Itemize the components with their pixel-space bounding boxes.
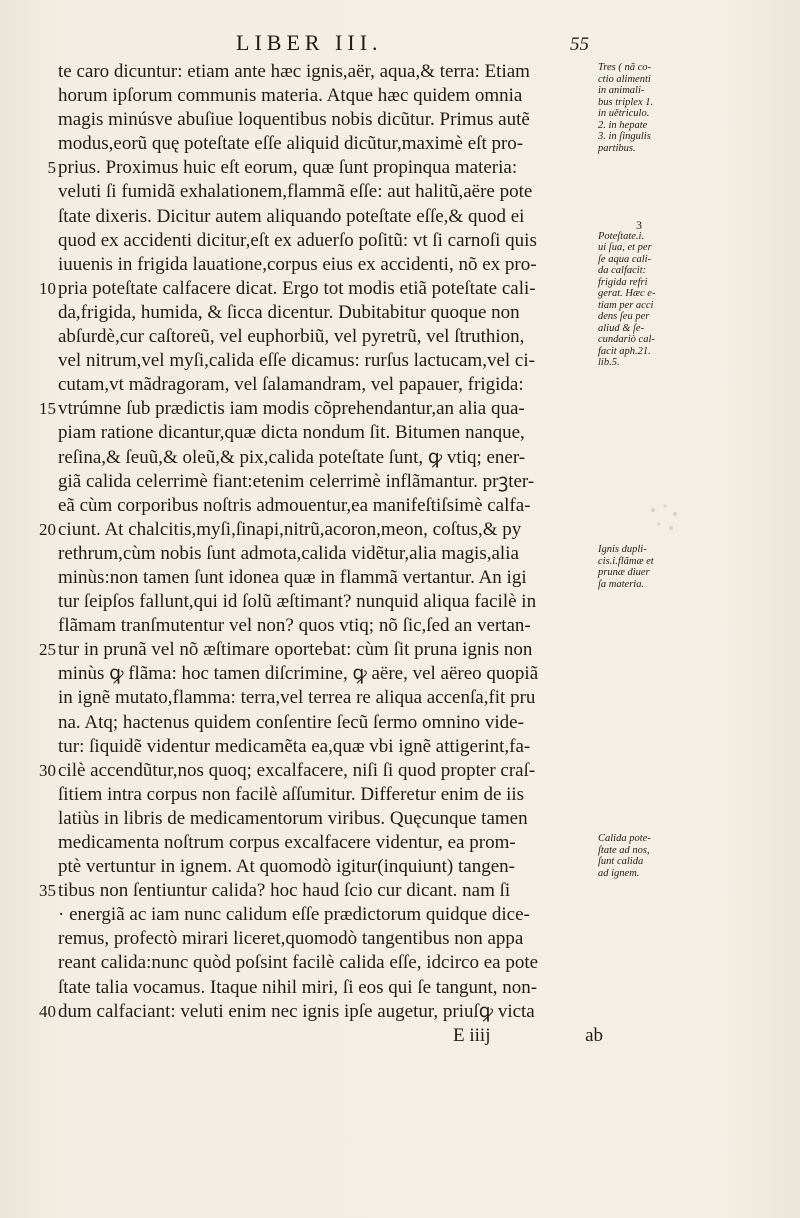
text-line bbox=[58, 951, 603, 975]
line-text: horum ipſorum communis materia. Atque hæc quidem omnia bbox=[58, 85, 523, 107]
page-number: 55 bbox=[570, 34, 589, 55]
text-line bbox=[58, 494, 603, 518]
line-text: giã calida celerrimè fiant:etenim celerrimè inflãmantur. prꝫter- bbox=[58, 470, 535, 492]
text-line bbox=[58, 229, 603, 253]
line-text: eã cùm corporibus noſtris admouentur,ea manifeſtiſsimè calfa- bbox=[58, 494, 531, 516]
text-line bbox=[39, 638, 603, 662]
text-line bbox=[47, 156, 603, 180]
text-line bbox=[58, 855, 603, 879]
text-line bbox=[58, 542, 603, 566]
line-text: minùs:non tamen ſunt idonea quæ in flammã vertantur. An igi bbox=[58, 566, 527, 588]
text-line bbox=[58, 662, 603, 686]
margin-number: 3 bbox=[636, 218, 642, 232]
margin-note-line: partibus. bbox=[598, 142, 636, 154]
line-text: tibus non ſentiuntur calida? hoc haud ſcio cur dicant. nam ſi bbox=[58, 880, 511, 902]
margin-note-line: cis.i.flãmæ et bbox=[598, 555, 654, 567]
line-text: magis minúsve abuſiue loquentibus nobis dicũtur. Primus autẽ bbox=[58, 109, 530, 131]
line-text: latiùs in libris de medicamentorum viribus. Quęcunque tamen bbox=[58, 807, 528, 829]
line-text: prius. Proximus huic eſt eorum, quæ ſunt propinqua materia: bbox=[58, 157, 518, 179]
line-number: 10 bbox=[39, 278, 56, 298]
line-text: ſtate dixeris. Dicitur autem aliquando poteſtate eſſe,& quod ei bbox=[58, 205, 525, 227]
margin-note-line: 3. in ſingulis bbox=[598, 131, 651, 142]
running-head bbox=[0, 30, 800, 60]
line-text: vel nitrum,vel myſi,calida eſſe dicamus: rurſus lactucam,vel ci- bbox=[58, 350, 535, 372]
line-text: na. Atq; hactenus quidem conſentire ſecũ ſermo omnino vide- bbox=[58, 711, 524, 733]
line-number: 35 bbox=[39, 881, 56, 901]
text-line bbox=[39, 518, 603, 542]
text-line bbox=[58, 349, 603, 373]
text-line bbox=[39, 879, 603, 903]
text-line bbox=[58, 470, 603, 494]
running-title: LIBER III. bbox=[236, 30, 383, 55]
line-text: da,frigida, humida, & ſicca dicentur. Dubitabitur quoque non bbox=[58, 301, 520, 323]
line-text: cutam,vt mãdragoram, vel ſalamandram, vel papauer, frigida: bbox=[58, 374, 524, 396]
text-line bbox=[39, 277, 603, 301]
text-line bbox=[58, 421, 603, 445]
line-text: piam ratione dicantur,quæ dicta nondum ſit. Bitumen nanque, bbox=[58, 422, 525, 444]
margin-note-line: Ignis dupli- bbox=[598, 544, 647, 555]
line-number: 25 bbox=[39, 640, 56, 660]
margin-note-line: aliud & ſe- bbox=[598, 322, 645, 334]
text-line bbox=[58, 446, 603, 470]
margin-note-line: ctio alimenti bbox=[598, 73, 651, 85]
text-line bbox=[39, 397, 603, 421]
text-line bbox=[58, 60, 603, 84]
margin-note-line: in uětriculo. bbox=[598, 108, 650, 119]
text-line bbox=[58, 132, 603, 156]
text-line bbox=[58, 614, 603, 638]
main-text-block bbox=[39, 60, 603, 1048]
margin-note-line: dens ſeu per bbox=[598, 311, 650, 323]
margin-note-line: Poteſtate.i. bbox=[598, 230, 645, 242]
line-text: dum calfaciant: veluti enim nec ignis ipſe augetur, priuſꝙ victa bbox=[58, 1000, 535, 1022]
line-text: tur in prunã vel nõ æſtimare oportebat: cùm ſit pruna ignis non bbox=[58, 639, 533, 661]
text-line bbox=[58, 686, 603, 710]
margin-note bbox=[598, 231, 655, 369]
text-line bbox=[58, 180, 603, 204]
line-text: pria poteſtate calfacere dicat. Ergo tot modis etiã poteſtate cali- bbox=[58, 277, 536, 299]
margin-note-line: in animali- bbox=[598, 85, 645, 96]
text-line bbox=[58, 831, 603, 855]
text-line bbox=[58, 373, 603, 397]
margin-note bbox=[598, 833, 651, 879]
margin-note-line: 2. in hepate bbox=[598, 119, 648, 131]
line-text: veluti ſi fumidã exhalationem,flammã eſſe: aut halitũ,aëre pote bbox=[58, 181, 533, 203]
text-line bbox=[58, 205, 603, 229]
margin-note-line: frigida refri bbox=[598, 276, 648, 288]
line-text: abſurdè,cur caſtoreũ, vel euphorbiũ, vel pyretrũ, vel ſtruthion, bbox=[58, 326, 525, 348]
text-line bbox=[58, 783, 603, 807]
text-line bbox=[58, 976, 603, 1000]
margin-note-line: ſtate ad nos, bbox=[598, 844, 650, 856]
margin-note-line: ui ſua, et per bbox=[598, 242, 652, 254]
line-text: vtrúmne ſub prædictis iam modis cõprehendantur,an alia qua- bbox=[58, 398, 525, 420]
line-text: modus,eorũ quę poteſtate eſſe aliquid dicũtur,maximè eſt pro- bbox=[58, 133, 524, 155]
line-number: 20 bbox=[39, 519, 56, 539]
text-line bbox=[39, 759, 603, 783]
line-text: te caro dicuntur: etiam ante hæc ignis,aër, aqua,& terra: Etiam bbox=[58, 61, 530, 82]
margin-note-line: tiam per acci bbox=[598, 299, 654, 311]
line-text: minùs ꝙ flãma: hoc tamen diſcrimine, ꝙ aëre, vel aëreo quopiã bbox=[58, 663, 539, 685]
text-line bbox=[58, 807, 603, 831]
margin-note-line: bus triplex 1. bbox=[598, 96, 654, 108]
text-line bbox=[58, 566, 603, 590]
margin-note-line: gerat. Hæc e- bbox=[598, 288, 656, 300]
margin-note-line: facit aph.21. bbox=[598, 345, 651, 357]
text-line bbox=[58, 590, 603, 614]
signature-line bbox=[58, 1024, 603, 1048]
line-number: 15 bbox=[39, 399, 56, 419]
margin-note-line: Tres ( nã co- bbox=[598, 62, 651, 73]
text-line bbox=[58, 735, 603, 759]
margin-note-line: da calfacit: bbox=[598, 265, 647, 277]
margin-note-line: ſunt calida bbox=[598, 856, 644, 868]
margin-note-line: lib.5. bbox=[598, 357, 620, 369]
ink-stain-mark bbox=[645, 500, 685, 534]
text-line bbox=[58, 903, 603, 927]
line-number: 5 bbox=[47, 158, 56, 178]
line-text: medicamenta noſtrum corpus excalfacere videntur, ea prom- bbox=[58, 832, 516, 853]
line-text: ſitiem intra corpus non facilè aſſumitur. Differetur enim de iis bbox=[58, 783, 525, 805]
line-text: ſtate talia vocamus. Itaque nihil miri, ſi eos qui ſe tangunt, non- bbox=[58, 976, 538, 998]
line-text: tur ſeipſos fallunt,qui id ſolũ æſtimant? nunquid aliqua facilè in bbox=[58, 591, 537, 613]
line-text: reant calida:nunc quòd poſsint facilè calida eſſe, idcirco ea pote bbox=[58, 952, 539, 974]
text-line bbox=[58, 927, 603, 951]
margin-note-line: Calida pote- bbox=[598, 833, 651, 845]
line-text: ptè vertuntur in ignem. At quomodò igitur(inquiunt) tangen- bbox=[58, 856, 515, 878]
line-text: flãmam tranſmutentur vel non? quos vtiq; nõ ſic,ſed an vertan- bbox=[58, 615, 531, 637]
margin-note-line: prunæ diuer bbox=[598, 567, 650, 578]
line-text: quod ex accidenti dicitur,eſt ex aduerſo poſitũ: vt ſi carnoſi quis bbox=[58, 229, 537, 251]
line-number: 40 bbox=[39, 1001, 56, 1021]
text-line bbox=[58, 108, 603, 132]
line-text: remus, profectò mirari liceret,quomodò tangentibus non appa bbox=[58, 928, 524, 950]
margin-note bbox=[598, 544, 654, 590]
line-text: iuuenis in frigida lauatione,corpus eius ex accidenti, nõ ex pro- bbox=[58, 253, 537, 275]
line-text: rethrum,cùm nobis ſunt admota,calida vidẽtur,alia magis,alia bbox=[58, 542, 519, 564]
signature-mark: E iiij bbox=[453, 1024, 491, 1046]
line-text: tur: ſiquidẽ videntur medicamẽta ea,quæ vbi ignẽ attigerint,fa- bbox=[58, 735, 531, 757]
text-line bbox=[58, 301, 603, 325]
catchword: ab bbox=[585, 1024, 603, 1046]
text-line bbox=[58, 253, 603, 277]
margin-note-line: ſa materia. bbox=[598, 578, 645, 590]
margin-note-line: cundariò cal- bbox=[598, 334, 655, 346]
margin-note bbox=[598, 62, 653, 154]
line-text: reſina,& ſeuũ,& oleũ,& pix,calida poteſtate ſunt, ꝙ vtiq; ener- bbox=[58, 446, 526, 468]
line-text: · energiã ac iam nunc calidum eſſe prædictorum quidque dice- bbox=[58, 904, 530, 926]
line-text: in ignẽ mutato,flamma: terra,vel terrea re aliqua accenſa,fit pru bbox=[58, 687, 536, 709]
line-number: 30 bbox=[39, 760, 56, 780]
text-line bbox=[58, 711, 603, 735]
line-text: ciunt. At chalcitis,myſi,ſinapi,nitrũ,acoron,meon, coſtus,& py bbox=[58, 518, 522, 540]
text-line bbox=[58, 84, 603, 108]
line-text: cilè accendũtur,nos quoq; excalfacere, niſi ſi quod propter craſ- bbox=[58, 759, 536, 781]
margin-note-line: ad ignem. bbox=[598, 867, 640, 879]
text-line bbox=[39, 1000, 603, 1024]
margin-note-line: ſe aqua cali- bbox=[598, 253, 652, 265]
text-line bbox=[58, 325, 603, 349]
